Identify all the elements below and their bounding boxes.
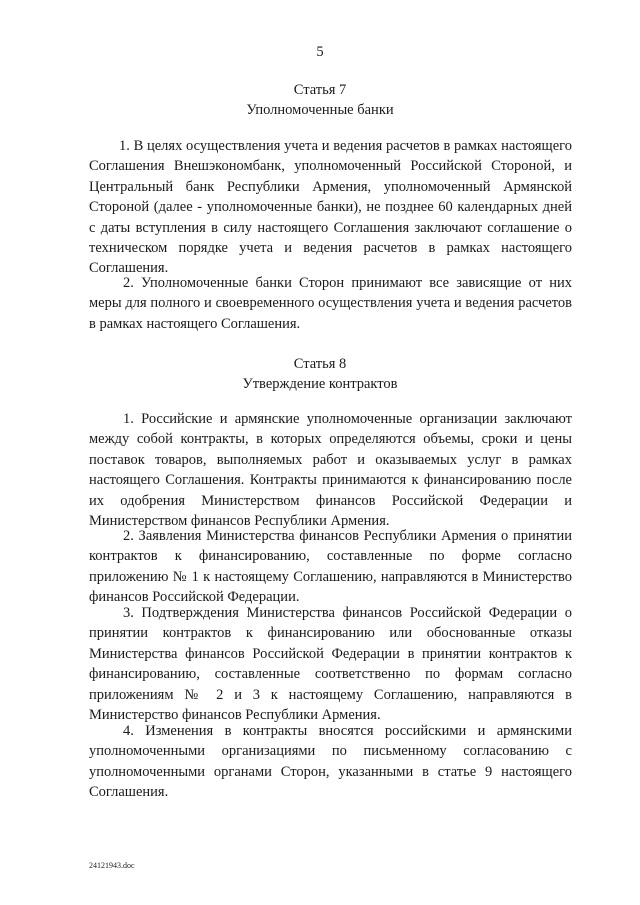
article-7-paragraph-2: 2. Уполномоченные банки Сторон принимают все зависящие от них меры для полного и своевременного осуществления учета и ведения расчетов в рамках настоящего Соглашения. xyxy=(89,275,572,332)
article-8-subtitle: Утверждение контрактов xyxy=(242,376,398,392)
article-8-paragraph-3: 3. Подтверждения Министерства финансов Российской Федерации о принятии контрактов к финансированию или обоснованные отказы Министерства финансов Российской Федерации в принятии контрактов к финансированию, составленные соответственно по формам согласно приложениям № 2 и 3 к настоящему Соглашению, направляются в Министерство финансов Республики Армения. xyxy=(89,605,572,724)
footer-filename: 24121943.doc xyxy=(89,861,135,870)
article-8-title: Статья 8 xyxy=(293,356,347,372)
article-7-subtitle: Уполномоченные банки xyxy=(246,102,394,118)
article-8-paragraph-1: 1. Российские и армянские уполномоченные организации заключают между собой контракты, в которых определяются объемы, сроки и цены поставок товаров, выполняемых работ и оказываемых услуг в рамках настоящего Соглашения. Контракты принимаются к финансированию после их одобрения Министерством финансов Российской Федерации и Министерством финансов Республики Армения. xyxy=(89,411,572,530)
page-number: 5 xyxy=(316,44,324,60)
article-8-paragraph-2: 2. Заявления Министерства финансов Республики Армения о принятии контрактов к финансированию, составленные по форме согласно приложению № 1 к настоящему Соглашению, направляются в Министерство финансов Российской Федерации. xyxy=(89,528,572,606)
article-8-paragraph-4: 4. Изменения в контракты вносятся российскими и армянскими уполномоченными организациями по письменному согласованию с уполномоченными органами Сторон, указанными в статье 9 настоящего Соглашения. xyxy=(89,723,572,801)
article-7-title: Статья 7 xyxy=(293,82,347,98)
article-7-paragraph-1: 1. В целях осуществления учета и ведения расчетов в рамках настоящего Соглашения Внешэкономбанк, уполномоченный Российской Стороной, и Центральный банк Республики Армения, уполномоченный Армянской Стороной (далее - уполномоченные банки), не позднее 60 календарных дней с даты вступления в силу настоящего Соглашения заключают соглашение о техническом порядке учета и ведения расчетов в рамках настоящего Соглашения. xyxy=(89,138,572,277)
